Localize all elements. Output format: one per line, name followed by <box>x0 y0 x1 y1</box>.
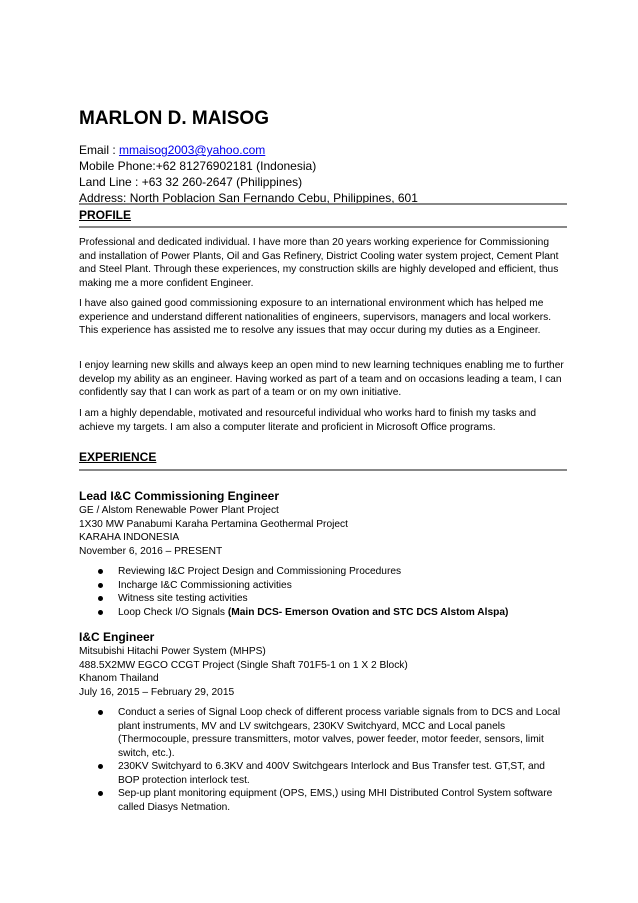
job-location: Khanom Thailand <box>79 673 159 685</box>
job-responsibilities <box>79 565 567 619</box>
bullet-icon <box>98 610 103 615</box>
list-item: Incharge I&C Commissioning activities <box>79 579 567 593</box>
profile-paragraph: I am a highly dependable, motivated and resourceful individual who works hard to finish my tasks and achieve my targets. I am also a computer literate and proficient in Microsoft Office programs. <box>79 408 536 433</box>
job-details <box>79 504 348 559</box>
email-link[interactable]: mmaisog2003@yahoo.com <box>119 143 266 157</box>
list-item: Conduct a series of Signal Loop check of different process variable signals from to DCS and Local plant instruments, MV and LV switchgears, 230KV Switchyard, MCC and Local panels (Thermocouple, pressure transmitters, motor valves, power feeder, motor feeder, sensors, limit switch, etc.). <box>79 706 567 760</box>
bullet-icon <box>98 583 103 588</box>
divider-profile <box>79 226 567 228</box>
job-project: 1X30 MW Panabumi Karaha Pertamina Geothermal Project <box>79 518 348 530</box>
job-title: I&C Engineer <box>79 630 155 644</box>
land-line: Land Line : +63 32 260-2647 (Philippines) <box>79 175 303 189</box>
job-company: GE / Alstom Renewable Power Plant Project <box>79 505 279 516</box>
bullet-icon <box>98 764 103 769</box>
list-item: Reviewing I&C Project Design and Commissioning Procedures <box>79 565 567 579</box>
email-label: Email : <box>79 143 120 157</box>
contact-block <box>79 142 418 206</box>
divider-experience <box>79 469 567 471</box>
divider-top <box>79 203 567 205</box>
candidate-name: MARLON D. MAISOG <box>79 108 269 129</box>
email-line <box>79 142 418 158</box>
job-dates: November 6, 2016 – PRESENT <box>79 546 223 558</box>
bullet-icon <box>98 791 103 796</box>
list-item: Witness site testing activities <box>79 592 567 606</box>
list-item: Loop Check I/O Signals (Main DCS- Emerson Ovation and STC DCS Alstom Alspa) <box>79 606 567 620</box>
list-item: 230KV Switchyard to 6.3KV and 400V Switchgears Interlock and Bus Transfer test. GT,ST, and BOP protection interlock test. <box>79 760 567 787</box>
profile-paragraph: I have also gained good commissioning exposure to an international environment which has helped me experience and understand different nationalities of engineers, supervisors, managers and local workers. This experience has assisted me to resolve any issues that may occur during my duties as a Engineer. <box>79 298 552 336</box>
profile-paragraph: Professional and dedicated individual. I have more than 20 years working experience for Commissioning and installation of Power Plants, Oil and Gas Refinery, District Cooling water system project, Cement Plant and Steel Plant. Through these experiences, my construction skills are highly developed and efficient, thus making me a more confident Engineer. <box>79 237 559 289</box>
address: Address: North Poblacion San Fernando Cebu, Philippines, 601 <box>79 191 418 205</box>
bullet-icon <box>98 569 103 574</box>
job-company: Mitsubishi Hitachi Power System (MHPS) <box>79 646 266 657</box>
mobile-phone: Mobile Phone:+62 81276902181 (Indonesia) <box>79 159 317 173</box>
job-location: KARAHA INDONESIA <box>79 532 180 544</box>
bullet-icon <box>98 710 103 715</box>
job-project: 488.5X2MW EGCO CCGT Project (Single Shaft 701F5-1 on 1 X 2 Block) <box>79 659 408 671</box>
experience-heading: EXPERIENCE <box>79 450 157 464</box>
profile-paragraph: I enjoy learning new skills and always keep an open mind to new learning techniques enabling me to further develop my ability as an engineer. Having worked as part of a team and on occasions leading a team, I can confidently say that I can work as part of a team or on my own initiative. <box>79 360 564 398</box>
job-details <box>79 645 408 700</box>
job-title: Lead I&C Commissioning Engineer <box>79 489 280 503</box>
profile-heading: PROFILE <box>79 208 132 222</box>
job-dates: July 16, 2015 – February 29, 2015 <box>79 687 235 699</box>
bullet-icon <box>98 596 103 601</box>
job-responsibilities <box>79 706 567 814</box>
list-item: Sep-up plant monitoring equipment (OPS, EMS,) using MHI Distributed Control System software called Diasys Netmation. <box>79 787 567 814</box>
